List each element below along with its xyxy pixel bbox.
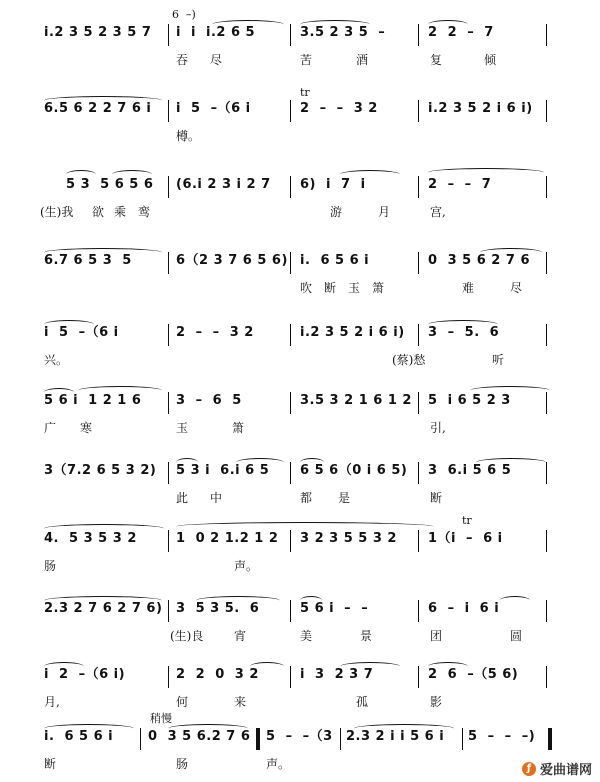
lyric: 倾 (484, 53, 497, 67)
slur (66, 170, 96, 179)
lyric: 景 (360, 629, 373, 643)
barline (290, 462, 291, 484)
slur (236, 458, 284, 467)
barline (418, 530, 419, 552)
double-barline (256, 728, 260, 750)
lyric: (蔡)愁 (392, 353, 426, 367)
measure: 2 2 0 3 2 (176, 667, 259, 682)
measure: 6.7 6 5 3 5 (44, 253, 132, 268)
slur (300, 458, 324, 467)
measure: 2.3 2 7 6 2 7 6) (44, 601, 163, 616)
logo-icon: ƒ (522, 762, 536, 776)
barline (290, 176, 291, 198)
slur (340, 662, 400, 671)
lyric-line (0, 204, 600, 222)
lyric: 兴。 (44, 353, 69, 367)
measure: 5 i 6 5 2 3 (428, 393, 511, 408)
slur (44, 524, 164, 533)
barline (462, 728, 463, 750)
lyric: 樽。 (176, 129, 201, 143)
lyric: 肠 (44, 559, 57, 573)
measure: 6 – i 6 i (428, 601, 500, 616)
lyric-line (0, 352, 600, 370)
notation-line (0, 176, 600, 198)
lyric: 中 (210, 491, 223, 505)
measure: 6.5 6 2 2 7 6 i (44, 101, 152, 116)
measure: 2 6 –（5 6) (428, 667, 519, 682)
measure: 5 – – –) (468, 729, 536, 744)
slur (428, 20, 468, 29)
barline (546, 24, 547, 46)
measure: (6.i 2 3 i 2 7 (176, 177, 271, 192)
lyric: 玉 (176, 421, 189, 435)
slur (300, 20, 370, 29)
barline (418, 24, 419, 46)
measure: 3 – 5. 6 (428, 325, 500, 340)
slur (500, 596, 530, 605)
lyric: 断 (430, 491, 443, 505)
slur (354, 724, 454, 733)
barline (290, 252, 291, 274)
slur (176, 458, 198, 467)
slur (44, 96, 162, 105)
notation-line (0, 392, 600, 414)
barline (290, 530, 291, 552)
lyric: (生)良 (170, 629, 204, 643)
lyric: 乘 (114, 205, 127, 219)
lyric: 断 (44, 757, 57, 771)
measure: 2 – – 7 (428, 177, 492, 192)
slur (212, 20, 284, 29)
slur (428, 320, 498, 329)
barline (418, 324, 419, 346)
lyric: 宫, (430, 205, 446, 219)
measure: 1（i – 6 i (428, 531, 503, 546)
measure: i.2 3 5 2 i 6 i) (300, 325, 405, 340)
measure: i. 6 5 6 i (300, 253, 370, 268)
barline (290, 392, 291, 414)
measure: 3 6.i 5 6 5 (428, 463, 512, 478)
measure: i. 6 5 6 i (44, 729, 114, 744)
barline (546, 252, 547, 274)
slur (428, 168, 544, 177)
lyric: 影 (430, 695, 443, 709)
lyric: 箫 (232, 421, 245, 435)
lyric: 孤 (356, 695, 369, 709)
barline (546, 666, 547, 688)
lyric: 都 (300, 491, 313, 505)
lyric: 游 (330, 205, 343, 219)
measure: 5 6 i 1 2 1 6 (44, 393, 142, 408)
barline (290, 100, 291, 122)
slur (476, 458, 546, 467)
measure: i 3 2 3 7 (300, 667, 374, 682)
measure: i i i.2 6 5 (176, 25, 256, 40)
lyric: 何 (176, 695, 189, 709)
lyric: 美 (300, 629, 313, 643)
barline (168, 666, 169, 688)
barline (168, 176, 169, 198)
slur (44, 320, 94, 329)
barline (168, 462, 169, 484)
measure: 3 – 6 5 (176, 393, 242, 408)
lyric-line (0, 128, 600, 146)
lyric: 广 (44, 421, 57, 435)
barline (546, 462, 547, 484)
barline (418, 666, 419, 688)
lyric: 声。 (234, 559, 259, 573)
barline (290, 666, 291, 688)
barline (340, 728, 341, 750)
lyric: 复 (430, 53, 443, 67)
measure: 3.5 3 2 1 6 1 2 (300, 393, 412, 408)
barline (546, 392, 547, 414)
final-barline (548, 728, 552, 750)
slur (44, 596, 162, 605)
lyric: 苦 (300, 53, 313, 67)
barline (418, 176, 419, 198)
lyric: 声。 (266, 757, 291, 771)
slur (44, 248, 162, 257)
measure: 3.5 2 3 5 – (300, 25, 386, 40)
barline (168, 252, 169, 274)
barline (290, 600, 291, 622)
slur (428, 662, 468, 671)
barline (168, 392, 169, 414)
measure: i 5 –（6 i (176, 101, 251, 116)
lyric: 引, (430, 421, 446, 435)
measure: 6) i 7 i (300, 177, 366, 192)
barline (168, 530, 169, 552)
lyric-line (0, 490, 600, 508)
measure: i.2 3 5 2 i 6 i) (428, 101, 533, 116)
measure: 1 0 2 1.2 1 2 (176, 531, 279, 546)
lyric: 鸾 (138, 205, 151, 219)
lyric: 宵 (234, 629, 247, 643)
measure: 2.3 2 i i 5 6 i (346, 729, 445, 744)
slur (44, 662, 84, 671)
measure: 3（7.2 6 5 3 2) (44, 463, 157, 478)
barline (418, 100, 419, 122)
barline (546, 530, 547, 552)
measure: i.2 3 5 2 3 5 7 (44, 25, 152, 40)
lyric-line (0, 52, 600, 70)
measure: 2 – – 3 2 (176, 325, 254, 340)
barline (168, 600, 169, 622)
barline (418, 392, 419, 414)
lyric: (生)我 (40, 205, 74, 219)
notation-line (0, 666, 600, 688)
lyric-line (0, 420, 600, 438)
slur (470, 386, 550, 395)
lyric: 欲 (92, 205, 105, 219)
measure: 3 5 3 5. 6 (176, 601, 260, 616)
lyric-line (0, 694, 600, 712)
trill-mark: tr (462, 514, 472, 527)
lyric-line (0, 558, 600, 576)
lyric-line (0, 280, 600, 298)
measure: 3 2 3 5 5 3 2 (300, 531, 397, 546)
measure: 0 3 5 6 2 7 6 (428, 253, 530, 268)
barline (168, 100, 169, 122)
slur (340, 170, 400, 179)
lyric: 吹 (300, 281, 313, 295)
slur (250, 662, 284, 671)
barline (546, 100, 547, 122)
slur (78, 386, 162, 395)
slur (176, 522, 434, 531)
lyric-line (0, 756, 600, 774)
measure: 5 3 i 6.i 6 5 (176, 463, 270, 478)
lyric: 吞 (176, 53, 189, 67)
measure: 5 3 5 6 5 6 (66, 177, 154, 192)
measure: 0 3 5 6.2 7 6 (148, 729, 251, 744)
measure: 6（2 3 7 6 5 6) (176, 253, 288, 268)
lyric: 玉 (348, 281, 361, 295)
slur (300, 596, 322, 605)
slur (44, 724, 134, 733)
lyric: 此 (176, 491, 189, 505)
barline (546, 600, 547, 622)
measure: 4. 5 3 5 3 2 (44, 531, 137, 546)
lyric-line (0, 628, 600, 646)
measure: 5 6 i – – (300, 601, 369, 616)
lyric: 月, (44, 695, 60, 709)
measure: 5 – –（3 (266, 729, 333, 744)
measure: 2 – – 3 2 (300, 101, 378, 116)
tempo-marking: 稍慢 (150, 712, 172, 725)
lyric: 难 (462, 281, 475, 295)
lyric: 听 (492, 353, 505, 367)
lyric: 肠 (176, 757, 189, 771)
trill-mark: tr (300, 86, 310, 99)
lyric: 月 (378, 205, 391, 219)
barline (290, 324, 291, 346)
barline (418, 462, 419, 484)
annotation: 6 –) (172, 8, 196, 21)
lyric: 断 (324, 281, 337, 295)
barline (418, 252, 419, 274)
barline (140, 728, 141, 750)
barline (290, 24, 291, 46)
lyric: 寒 (80, 421, 93, 435)
barline (418, 600, 419, 622)
logo-text: 爱曲谱网 (539, 763, 592, 778)
barline (168, 24, 169, 46)
slur (196, 596, 280, 605)
lyric: 来 (234, 695, 247, 709)
slur (168, 724, 248, 733)
lyric: 酒 (356, 53, 369, 67)
barline (546, 324, 547, 346)
measure: 2 2 – 7 (428, 25, 494, 40)
lyric: 尽 (210, 53, 223, 67)
barline (168, 324, 169, 346)
measure: i 5 –（6 i (44, 325, 119, 340)
measure: 6 5 6（0 i 6 5) (300, 463, 408, 478)
notation-line (0, 530, 600, 552)
barline (546, 176, 547, 198)
lyric: 箫 (372, 281, 385, 295)
lyric: 团 (430, 629, 443, 643)
slur (44, 388, 74, 397)
measure: i 2 –（6 i) (44, 667, 126, 682)
slur (112, 170, 152, 179)
lyric: 尽 (510, 281, 523, 295)
lyric: 圆 (510, 629, 523, 643)
slur (480, 248, 542, 257)
site-logo (522, 759, 592, 778)
lyric: 是 (338, 491, 351, 505)
